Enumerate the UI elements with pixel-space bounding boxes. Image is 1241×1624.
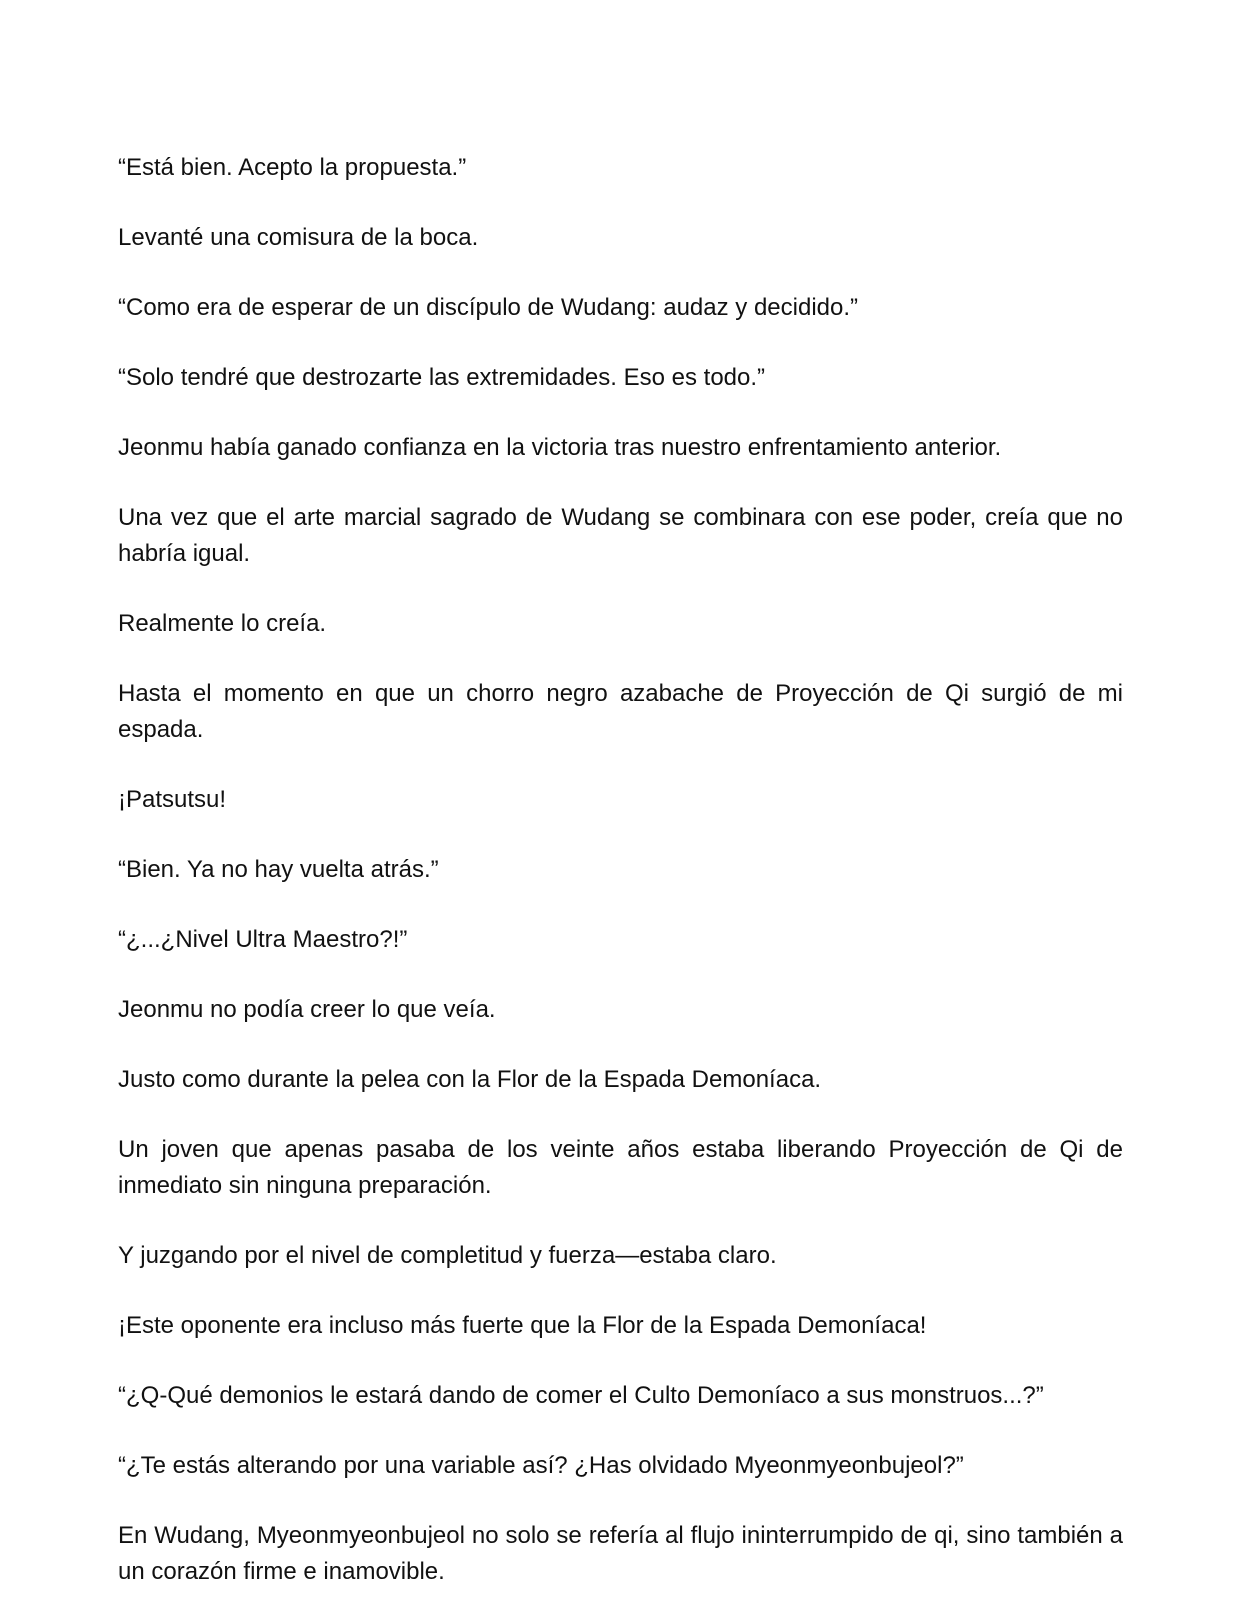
- paragraph: “Bien. Ya no hay vuelta atrás.”: [118, 856, 439, 883]
- paragraph: En Wudang, Myeonmyeonbujeol no solo se refería al flujo ininterrumpido de qi, sino también a un corazón firme e inamovible.: [118, 1522, 1123, 1585]
- paragraph: “Está bien. Acepto la propuesta.”: [118, 154, 467, 181]
- paragraph: “Como era de esperar de un discípulo de Wudang: audaz y decidido.”: [118, 294, 859, 321]
- paragraph: “¿Q-Qué demonios le estará dando de comer el Culto Demoníaco a sus monstruos...?”: [118, 1382, 1044, 1409]
- paragraph: Un joven que apenas pasaba de los veinte años estaba liberando Proyección de Qi de inmediato sin ninguna preparación.: [118, 1136, 1123, 1199]
- paragraph: Una vez que el arte marcial sagrado de Wudang se combinara con ese poder, creía que no habría igual.: [118, 504, 1123, 567]
- document-body: [118, 150, 1123, 1624]
- paragraph: “¿...¿Nivel Ultra Maestro?!”: [118, 926, 408, 953]
- paragraph: Levanté una comisura de la boca.: [118, 224, 479, 251]
- paragraph: Realmente lo creía.: [118, 610, 327, 637]
- paragraph: Jeonmu no podía creer lo que veía.: [118, 996, 496, 1023]
- paragraph: Justo como durante la pelea con la Flor de la Espada Demoníaca.: [118, 1066, 822, 1093]
- paragraph: “¿Te estás alterando por una variable así? ¿Has olvidado Myeonmyeonbujeol?”: [118, 1452, 964, 1479]
- paragraph: “Solo tendré que destrozarte las extremidades. Eso es todo.”: [118, 364, 766, 391]
- paragraph: Y juzgando por el nivel de completitud y fuerza—estaba claro.: [118, 1242, 777, 1269]
- paragraph: Hasta el momento en que un chorro negro azabache de Proyección de Qi surgió de mi espada.: [118, 680, 1123, 743]
- paragraph: ¡Patsutsu!: [118, 786, 227, 813]
- paragraph: ¡Este oponente era incluso más fuerte que la Flor de la Espada Demoníaca!: [118, 1312, 927, 1339]
- paragraph: Jeonmu había ganado confianza en la victoria tras nuestro enfrentamiento anterior.: [118, 434, 1002, 461]
